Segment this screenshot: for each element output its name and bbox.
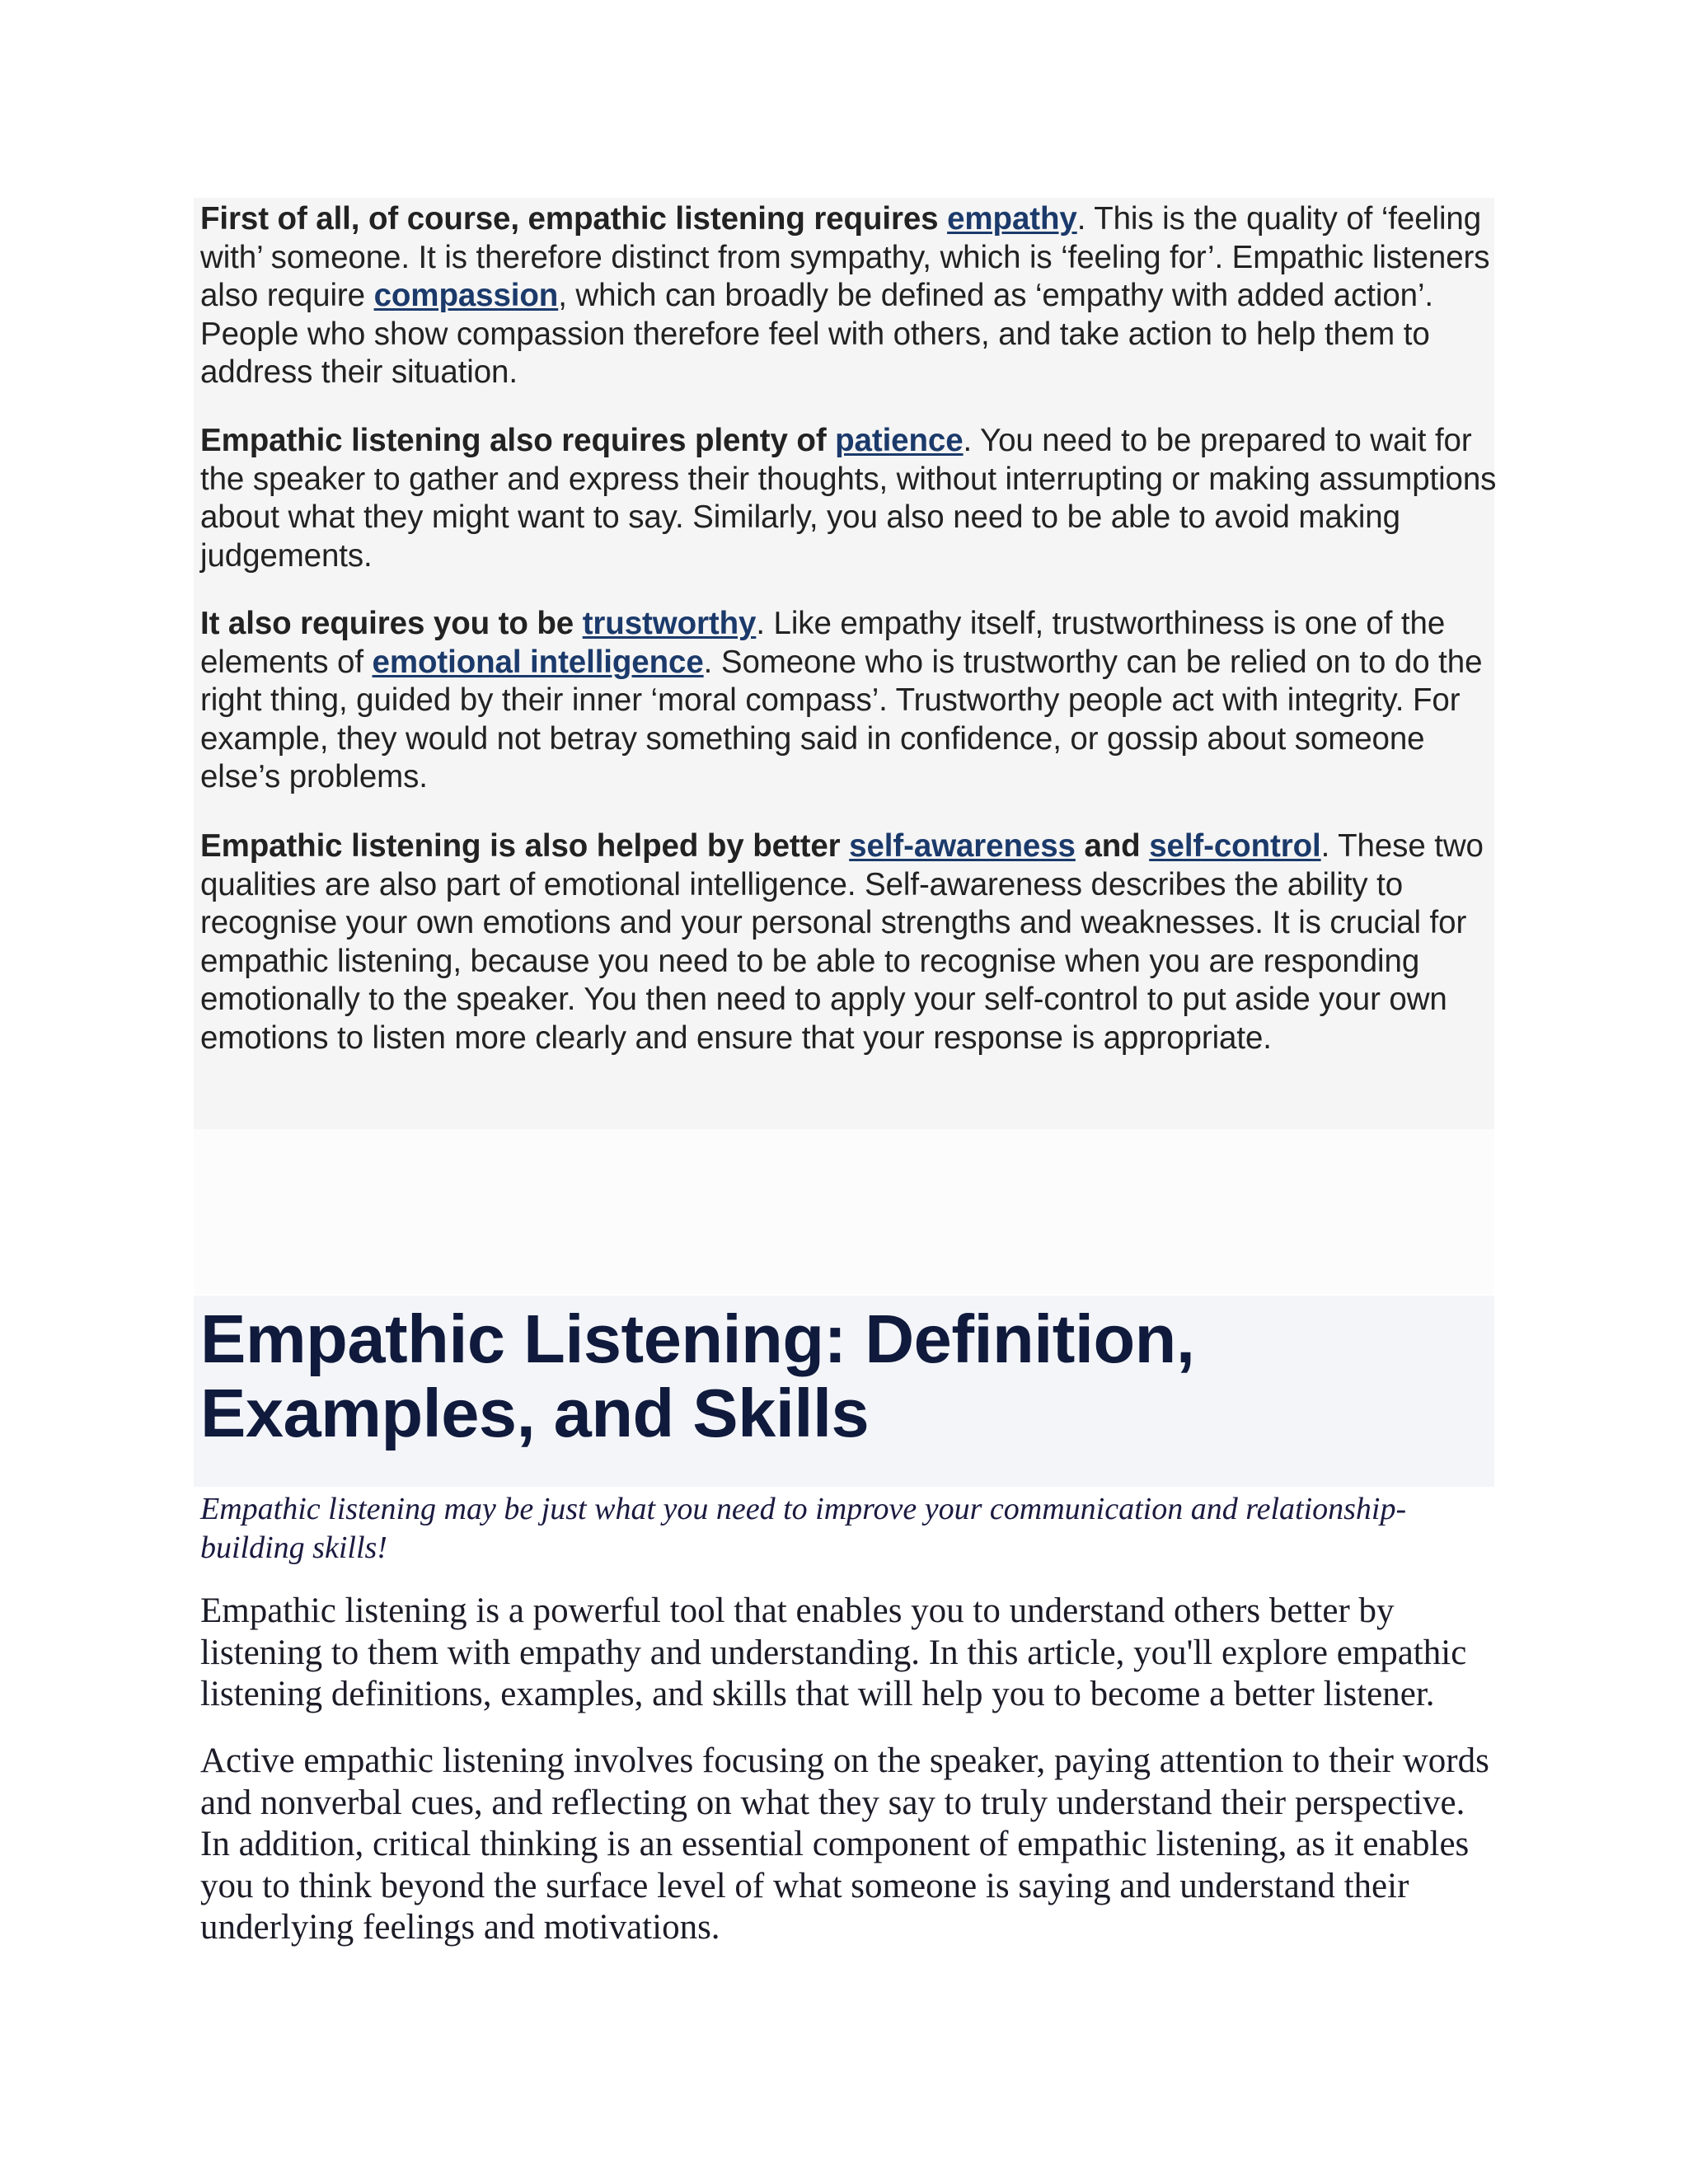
paragraph-patience	[200, 422, 1498, 575]
paragraph-text: , which can broadly be defined as ‘empathy with added action’. People who show compassion therefore feel with others, and take action to help them to address their situation.	[200, 278, 1433, 390]
paragraph-empathy	[200, 200, 1498, 392]
link-emotional-intelligence[interactable]: emotional intelligence	[372, 644, 704, 680]
paragraph-lead: Empathic listening is also helped by better	[200, 828, 850, 864]
body-paragraph: Empathic listening is a powerful tool that enables you to understand others better by listening to them with empathy and understanding. In this article, you'll explore empathic listening definitions, examples, and skills that will help you to become a better listener.	[200, 1591, 1467, 1713]
link-patience[interactable]: patience	[835, 423, 964, 458]
link-trustworthy[interactable]: trustworthy	[582, 606, 757, 641]
link-empathy[interactable]: empathy	[947, 201, 1077, 237]
body-paragraph: Active empathic listening involves focusing on the speaker, paying attention to their words and nonverbal cues, and reflecting on what they say to truly understand their perspective. In addition, critical thinking is an essential component of empathic listening, as it enables you to think beyond the surface level of what someone is saying and understand their underlying feelings and motivations.	[200, 1741, 1489, 1947]
link-self-control[interactable]: self-control	[1149, 828, 1321, 864]
paragraph-text: . You need to be prepared to wait for the speaker to gather and express their thoughts, without interrupting or making assumptions about what they might want to say. Similarly, you also need to be able to avoid making judgements.	[200, 423, 1497, 574]
paragraph-trustworthy	[200, 605, 1498, 797]
paragraph-lead: First of all, of course, empathic listening requires	[200, 201, 948, 237]
content-box	[194, 198, 1497, 1129]
section-spacer	[194, 1129, 1494, 1294]
article-title: Empathic Listening: Definition, Examples, and Skills	[200, 1301, 1195, 1451]
link-self-awareness[interactable]: self-awareness	[849, 828, 1076, 864]
paragraph-lead: Empathic listening also requires plenty of	[200, 423, 836, 458]
paragraph-text: . This is the quality of ‘feeling with’ someone. It is therefore distinct from sympathy, which is ‘feeling for’. Empathic listeners also require	[200, 201, 1490, 313]
paragraph-text: . These two qualities are also part of emotional intelligence. Self-awareness describes the ability to recognise your own emotions and your personal strengths and weaknesses. It is crucial for empathic listening, because you need to be able to recognise when you are responding emotionally to the speaker. You then need to apply your self-control to put aside your own emotions to listen more clearly and ensure that your response is appropriate.	[200, 828, 1484, 1056]
paragraph-text: . Like empathy itself, trustworthiness is one of the elements of	[200, 606, 1446, 680]
article-subtitle: Empathic listening may be just what you need to improve your communication and relationship-building skills!	[200, 1492, 1407, 1565]
paragraph-self-awareness	[200, 827, 1498, 1057]
paragraph-connector: and	[1075, 828, 1150, 864]
heading-box	[194, 1296, 1494, 1487]
paragraph-text: . Someone who is trustworthy can be relied on to do the right thing, guided by their inner ‘moral compass’. Trustworthy people act with integrity. For example, they would not betray something said in confidence, or gossip about someone else’s problems.	[200, 644, 1483, 794]
link-compassion[interactable]: compassion	[373, 278, 559, 313]
paragraph-lead: It also requires you to be	[200, 606, 583, 641]
